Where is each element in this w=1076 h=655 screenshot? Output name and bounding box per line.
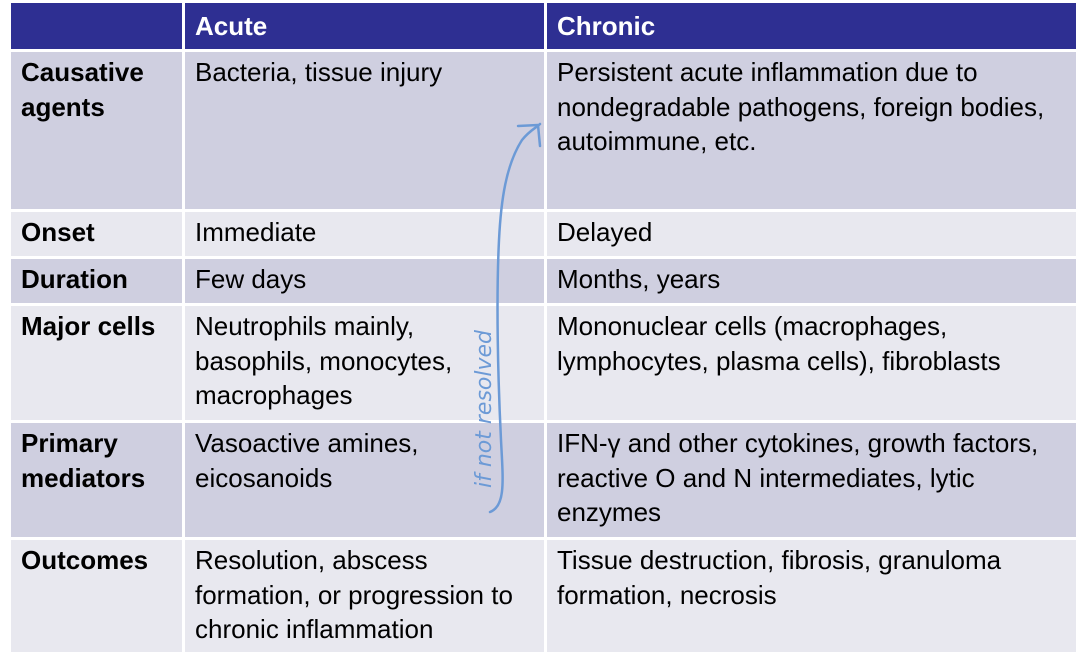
acute-cell: Immediate: [184, 211, 546, 258]
table-row: [10, 422, 1076, 539]
acute-cell: Vasoactive amines, eicosanoids: [184, 422, 546, 539]
chronic-cell: Mononuclear cells (macrophages, lymphocytes, plasma cells), fibroblasts: [546, 305, 1076, 422]
row-label: Onset: [10, 211, 184, 258]
annotation-text: if not resolved: [472, 329, 497, 488]
row-label: Outcomes: [10, 539, 184, 654]
acute-cell: Neutrophils mainly, basophils, monocytes, macrophages: [184, 305, 546, 422]
row-label: Primary mediators: [10, 422, 184, 539]
table-row: [10, 305, 1076, 422]
table-row: [10, 51, 1076, 211]
row-label: Duration: [10, 258, 184, 305]
row-label: Causative agents: [10, 51, 184, 211]
table-row: [10, 258, 1076, 305]
header-chronic: Chronic: [546, 2, 1076, 51]
acute-cell: Few days: [184, 258, 546, 305]
acute-cell: Bacteria, tissue injury: [184, 51, 546, 211]
chronic-cell: Tissue destruction, fibrosis, granuloma formation, necrosis: [546, 539, 1076, 654]
comparison-table: [8, 0, 1076, 655]
chronic-cell: Delayed: [546, 211, 1076, 258]
header-acute: Acute: [184, 2, 546, 51]
chronic-cell: Months, years: [546, 258, 1076, 305]
row-label: Major cells: [10, 305, 184, 422]
table-row: [10, 211, 1076, 258]
table-row: [10, 539, 1076, 654]
chronic-cell: IFN-γ and other cytokines, growth factors, reactive O and N intermediates, lytic enzymes: [546, 422, 1076, 539]
acute-cell: Resolution, abscess formation, or progression to chronic inflammation: [184, 539, 546, 654]
header-empty: [10, 2, 184, 51]
header-row: [10, 2, 1076, 51]
chronic-cell: Persistent acute inflammation due to nondegradable pathogens, foreign bodies, autoimmune, etc.: [546, 51, 1076, 211]
